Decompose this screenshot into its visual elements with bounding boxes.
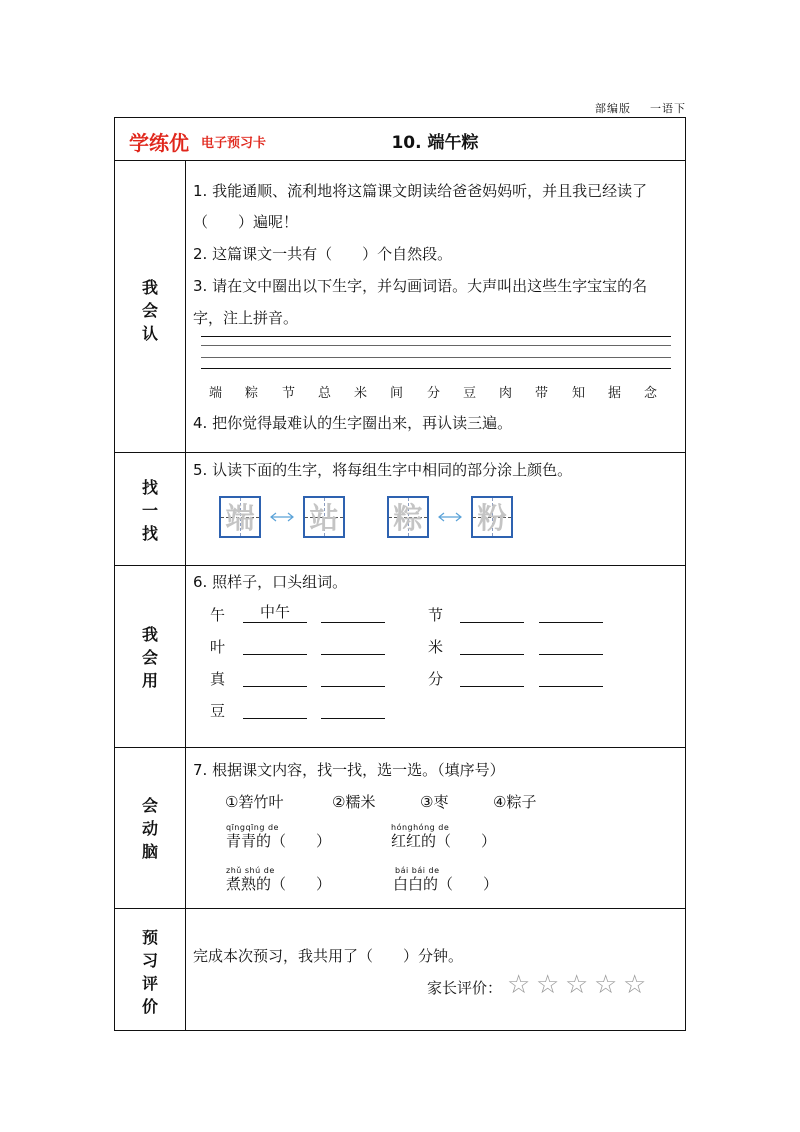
section-label-review: 预 习 评 价: [141, 928, 158, 1016]
answer-blank[interactable]: [243, 718, 307, 719]
character-grid-box[interactable]: [303, 496, 345, 538]
preview-card: [114, 117, 686, 1031]
question-6: 6. 照样子，口头组词。: [193, 573, 348, 591]
new-character[interactable]: 肉: [499, 386, 513, 401]
new-character[interactable]: 知: [572, 386, 586, 401]
word-base-character: 豆: [210, 702, 226, 720]
word-base-character: 米: [428, 638, 444, 656]
answer-blank[interactable]: [460, 686, 524, 687]
divider: [115, 747, 685, 748]
answer-blank[interactable]: [243, 654, 307, 655]
star-icon[interactable]: ☆: [507, 970, 531, 1000]
answer-blank[interactable]: [321, 686, 385, 687]
divider: [115, 565, 685, 566]
answer-blank[interactable]: [460, 622, 524, 623]
grid-character: 端: [225, 501, 255, 535]
double-arrow-icon: [437, 511, 463, 523]
question-4: 4. 把你觉得最难认的生字圈出来，再认读三遍。: [193, 414, 513, 432]
answer-blank[interactable]: [321, 718, 385, 719]
new-character[interactable]: 端: [209, 386, 223, 401]
question-3-line2: 字，注上拼音。: [193, 309, 299, 327]
star-icon[interactable]: ☆: [594, 970, 618, 1000]
question-1-line1: 1. 我能通顺、流利地将这篇课文朗读给爸爸妈妈听，并且我已经读了: [193, 182, 648, 200]
word-base-character: 午: [210, 606, 226, 624]
new-character[interactable]: 带: [535, 386, 549, 401]
answer-blank[interactable]: [321, 622, 385, 623]
writing-line: [201, 357, 671, 358]
fill-item[interactable]: 煮熟的（ ）: [226, 875, 332, 893]
pinyin: zhǔ shú de: [226, 866, 275, 875]
character-grid-box[interactable]: [471, 496, 513, 538]
option-2: ②糯米: [332, 793, 376, 811]
writing-line: [201, 345, 671, 346]
question-3-line1: 3. 请在文中圈出以下生字，并勾画词语。大声叫出这些生字宝宝的名: [193, 277, 648, 295]
answer-blank[interactable]: [243, 622, 307, 623]
question-5: 5. 认读下面的生字，将每组生字中相同的部分涂上颜色。: [193, 461, 573, 479]
page-title: 10. 端午粽: [391, 133, 479, 153]
pinyin: bái bái de: [395, 866, 440, 875]
option-3: ③枣: [420, 793, 449, 811]
option-1: ①箬竹叶: [225, 793, 284, 811]
fill-item[interactable]: 青青的（ ）: [226, 832, 332, 850]
new-character[interactable]: 分: [427, 386, 441, 401]
edition-label: [595, 100, 686, 116]
word-base-character: 分: [428, 670, 444, 688]
star-icon[interactable]: ☆: [565, 970, 589, 1000]
section-label-recognize: 我 会 认: [141, 278, 158, 343]
publisher: 部编版: [595, 102, 631, 115]
character-row: [201, 382, 671, 402]
writing-line: [201, 336, 671, 337]
answer-blank[interactable]: [539, 654, 603, 655]
grid-character: 粉: [477, 501, 507, 535]
question-2: 2. 这篇课文一共有（ ）个自然段。: [193, 245, 453, 263]
column-divider: [185, 160, 186, 1030]
answer-blank[interactable]: [243, 686, 307, 687]
word-base-character: 真: [210, 670, 226, 688]
question-1-line2: （ ）遍呢！: [193, 213, 299, 231]
star-icon[interactable]: ☆: [536, 970, 560, 1000]
section-label-think: 会 动 脑: [141, 796, 158, 861]
star-icon[interactable]: ☆: [623, 970, 647, 1000]
double-arrow-icon: [269, 511, 295, 523]
answer-blank[interactable]: [539, 622, 603, 623]
new-character[interactable]: 粽: [245, 386, 259, 401]
grid-character: 粽: [393, 501, 423, 535]
word-base-character: 节: [428, 606, 444, 624]
parent-evaluation-label: 家长评价：: [427, 979, 503, 997]
writing-line: [201, 368, 671, 369]
section-label-use: 我 会 用: [141, 625, 158, 690]
new-character[interactable]: 念: [644, 386, 658, 401]
character-grid-box[interactable]: [387, 496, 429, 538]
fill-item[interactable]: 红红的（ ）: [391, 832, 497, 850]
section-label-find: 找 一 找: [141, 478, 158, 543]
character-grid-box[interactable]: [219, 496, 261, 538]
new-character[interactable]: 总: [318, 386, 332, 401]
example-word: 中午: [260, 603, 291, 621]
fill-item[interactable]: 白白的（ ）: [393, 875, 499, 893]
answer-blank[interactable]: [460, 654, 524, 655]
divider: [115, 160, 685, 161]
grade: 一语下: [650, 102, 686, 115]
pinyin: hónghóng de: [391, 823, 450, 832]
grid-character: 站: [309, 501, 339, 535]
new-character[interactable]: 豆: [463, 386, 477, 401]
new-character[interactable]: 节: [282, 386, 296, 401]
divider: [115, 452, 685, 453]
divider: [115, 908, 685, 909]
question-7: 7. 根据课文内容，找一找，选一选。（填序号）: [193, 761, 505, 779]
pinyin: qīngqīng de: [226, 823, 279, 832]
subbrand: 电子预习卡: [201, 136, 267, 151]
word-base-character: 叶: [210, 638, 226, 656]
answer-blank[interactable]: [321, 654, 385, 655]
new-character[interactable]: 米: [354, 386, 368, 401]
new-character[interactable]: 间: [390, 386, 404, 401]
option-4: ④粽子: [493, 793, 537, 811]
new-character[interactable]: 据: [608, 386, 622, 401]
brand: 学练优: [129, 131, 189, 155]
answer-blank[interactable]: [539, 686, 603, 687]
time-spent: 完成本次预习，我共用了（ ）分钟。: [193, 947, 464, 965]
